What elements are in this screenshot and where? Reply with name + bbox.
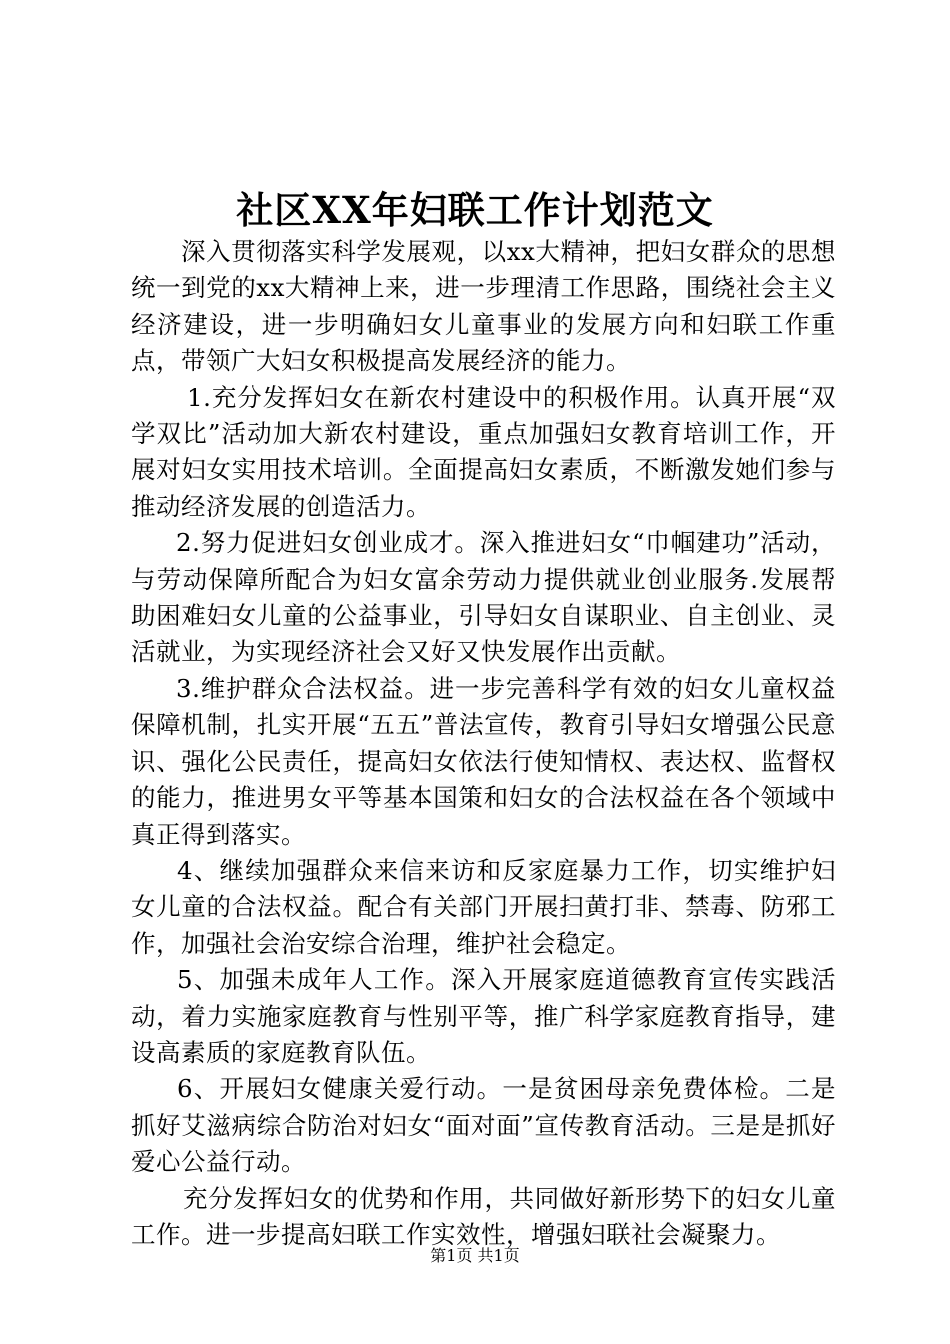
paragraph-item-5: 5、加强未成年人工作。深入开展家庭道德教育宣传实践活动，着力实施家庭教育与性别平等，推广科学家庭教育指导，建设高素质的家庭教育队伍。 [131, 965, 836, 1067]
page-number-footer: 第1页 共1页 [430, 1246, 520, 1265]
document-title: 社区XX年妇联工作计划范文 [236, 188, 714, 232]
paragraph-intro: 深入贯彻落实科学发展观，以xx大精神，把妇女群众的思想统一到党的xx大精神上来，进一步理清工作思路，围绕社会主义经济建设，进一步明确妇女儿童事业的发展方向和妇联工作重点，带领广大妇女积极提高发展经济的能力。 [131, 237, 836, 376]
paragraph-conclusion: 充分发挥妇女的优势和作用，共同做好新形势下的妇女儿童工作。进一步提高妇联工作实效性，增强妇联社会凝聚力。 [131, 1183, 836, 1249]
paragraph-item-4: 4、继续加强群众来信来访和反家庭暴力工作，切实维护妇女儿童的合法权益。配合有关部门开展扫黄打非、禁毒、防邪工作，加强社会治安综合治理，维护社会稳定。 [131, 855, 836, 958]
paragraph-item-3: 3.维护群众合法权益。进一步完善科学有效的妇女儿童权益保障机制，扎实开展“五五”普法宣传，教育引导妇女增强公民意识、强化公民责任，提高妇女依法行使知情权、表达权、监督权的能力，推进男女平等基本国策和妇女的合法权益在各个领域中真正得到落实。 [131, 673, 836, 849]
paragraph-item-2: 2.努力促进妇女创业成才。深入推进妇女“巾帼建功”活动，与劳动保障所配合为妇女富余劳动力提供就业创业服务.发展帮助困难妇女儿童的公益事业，引导妇女自谋职业、自主创业、灵活就业，为实现经济社会又好又快发展作出贡献。 [131, 528, 836, 667]
paragraph-item-1: 1.充分发挥妇女在新农村建设中的积极作用。认真开展“双学双比”活动加大新农村建设，重点加强妇女教育培训工作，开展对妇女实用技术培训。全面提高妇女素质，不断激发她们参与推动经济发展的创造活力。 [131, 382, 836, 521]
paragraph-item-6: 6、开展妇女健康关爱行动。一是贫困母亲免费体检。二是抓好艾滋病综合防治对妇女“面对面”宣传教育活动。三是是抓好爱心公益行动。 [131, 1074, 836, 1177]
document-body [131, 234, 836, 1253]
